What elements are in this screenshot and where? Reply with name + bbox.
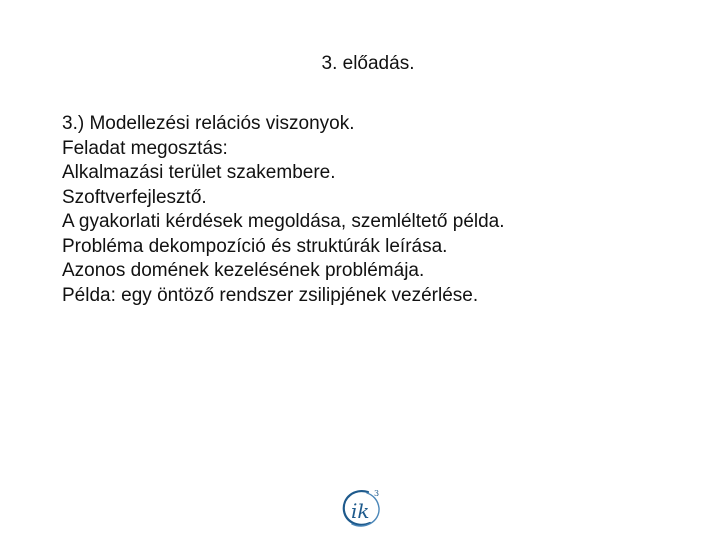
list-item: Példa: egy öntöző rendszer zsilipjének vezérlése. — [62, 284, 479, 306]
list-item: Alkalmazási terület szakembere. — [62, 162, 336, 183]
list-item: Szoftverfejlesztő. — [62, 186, 207, 208]
list-item: Feladat megosztás: — [62, 137, 228, 159]
list-item: 3.) Modellezési relációs viszonyok. — [62, 113, 355, 134]
logo-svg — [338, 486, 386, 530]
list-item: Probléma dekompozíció és struktúrák leírása. — [62, 235, 448, 257]
list-item: A gyakorlati kérdések megoldása, szemléltető példa. — [62, 211, 505, 232]
list-item: Azonos domének kezelésének problémája. — [62, 260, 425, 281]
ik3-logo-icon — [338, 486, 386, 530]
logo-text: ik — [351, 499, 370, 523]
slide-body-list — [62, 112, 505, 308]
logo-superscript: 3 — [374, 489, 380, 498]
slide-title: 3. előadás. — [321, 53, 415, 74]
